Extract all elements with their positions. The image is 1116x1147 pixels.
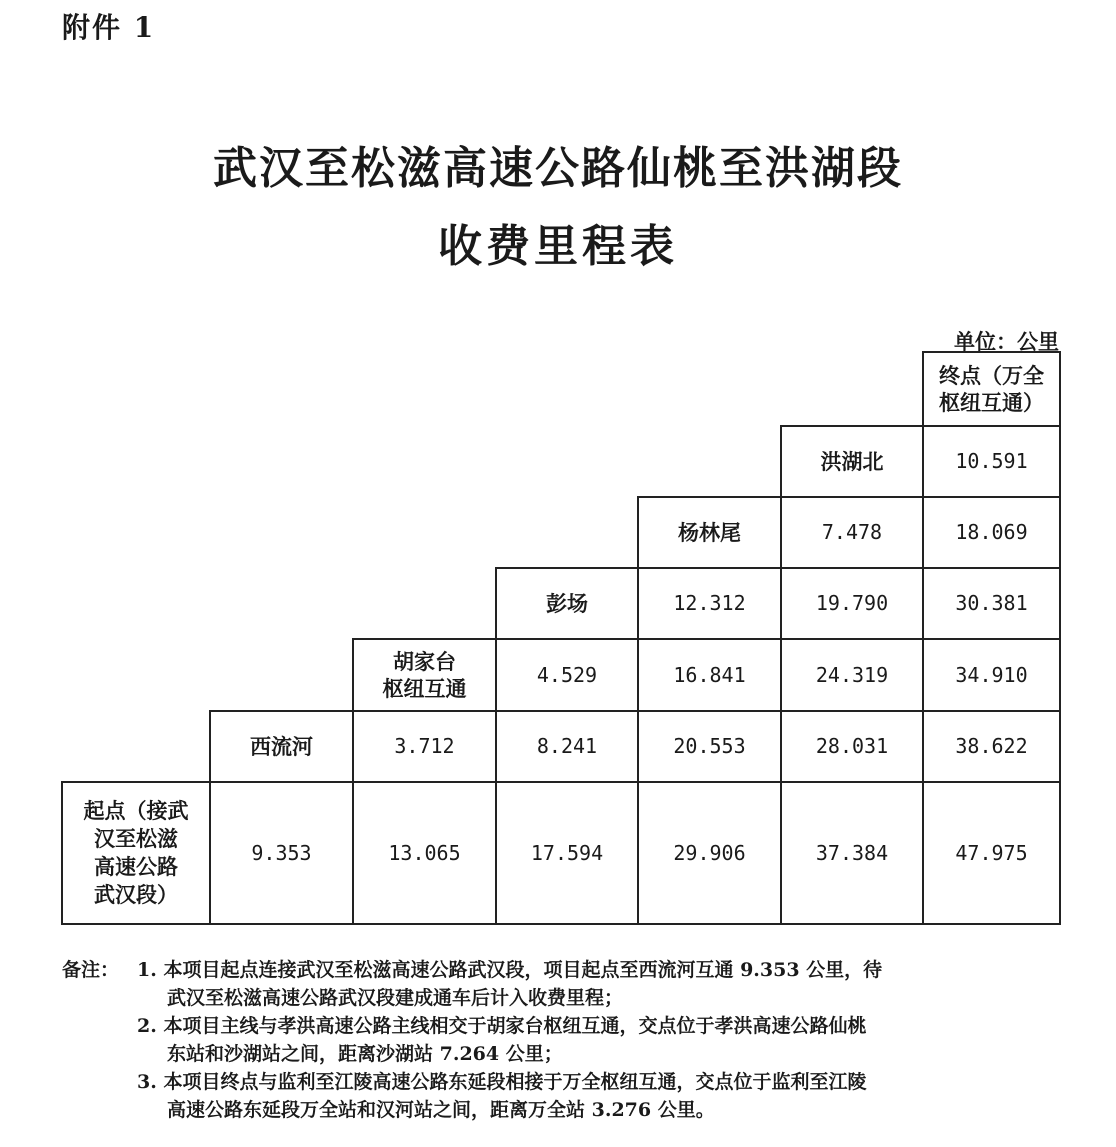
- distance-cell: 29.906: [637, 781, 782, 925]
- note-1-first-line: 1. 本项目起点连接武汉至松滋高速公路武汉段，项目起点至西流河互通 9.353 公里，待: [137, 959, 883, 981]
- distance-cell: 30.381: [922, 567, 1061, 640]
- distance-cell: 28.031: [780, 710, 924, 783]
- document-title: 武汉至松滋高速公路仙桃至洪湖段: [213, 143, 903, 194]
- note-3-continuation: 高速公路东延段万全站和汉河站之间，距离万全站 3.276 公里。: [167, 1099, 715, 1121]
- distance-cell: 7.478: [780, 496, 924, 569]
- notes: [62, 956, 1062, 1124]
- station-label: 西流河: [209, 710, 354, 783]
- distance-cell: 8.241: [495, 710, 639, 783]
- unit-label: 单位：公里: [954, 329, 1059, 354]
- distance-cell: 37.384: [780, 781, 924, 925]
- start-point-label: 起点（接武 汉至松滋 高速公路 武汉段）: [61, 781, 211, 925]
- distance-cell: 18.069: [922, 496, 1061, 569]
- attachment-label: 附件 1: [62, 11, 156, 44]
- distance-cell: 4.529: [495, 638, 639, 712]
- note-1: [62, 956, 1062, 984]
- notes-heading: 备注：: [62, 959, 120, 981]
- distance-cell: 47.975: [922, 781, 1061, 925]
- distance-cell: 10.591: [922, 425, 1061, 498]
- station-label: 杨林尾: [637, 496, 782, 569]
- station-label: 洪湖北: [780, 425, 924, 498]
- distance-cell: 13.065: [352, 781, 497, 925]
- station-label: 胡家台 枢纽互通: [352, 638, 497, 712]
- note-2-continuation: 东站和沙湖站之间，距离沙湖站 7.264 公里；: [167, 1043, 563, 1065]
- distance-cell: 12.312: [637, 567, 782, 640]
- distance-cell: 34.910: [922, 638, 1061, 712]
- distance-cell: 24.319: [780, 638, 924, 712]
- distance-cell: 19.790: [780, 567, 924, 640]
- note-3-first-line: 3. 本项目终点与监利至江陵高速公路东延段相接于万全枢纽互通，交点位于监利至江陵: [137, 1071, 867, 1093]
- distance-cell: 16.841: [637, 638, 782, 712]
- distance-cell: 3.712: [352, 710, 497, 783]
- distance-cell: 9.353: [209, 781, 354, 925]
- station-label: 彭场: [495, 567, 639, 640]
- station-label: 终点（万全 枢纽互通）: [922, 351, 1061, 427]
- note-1-continuation: 武汉至松滋高速公路武汉段建成通车后计入收费里程；: [167, 987, 624, 1009]
- document-subtitle: 收费里程表: [438, 221, 678, 272]
- distance-cell: 38.622: [922, 710, 1061, 783]
- distance-cell: 17.594: [495, 781, 639, 925]
- note-2-first-line: 2. 本项目主线与孝洪高速公路主线相交于胡家台枢纽互通，交点位于孝洪高速公路仙桃: [137, 1015, 867, 1037]
- distance-cell: 20.553: [637, 710, 782, 783]
